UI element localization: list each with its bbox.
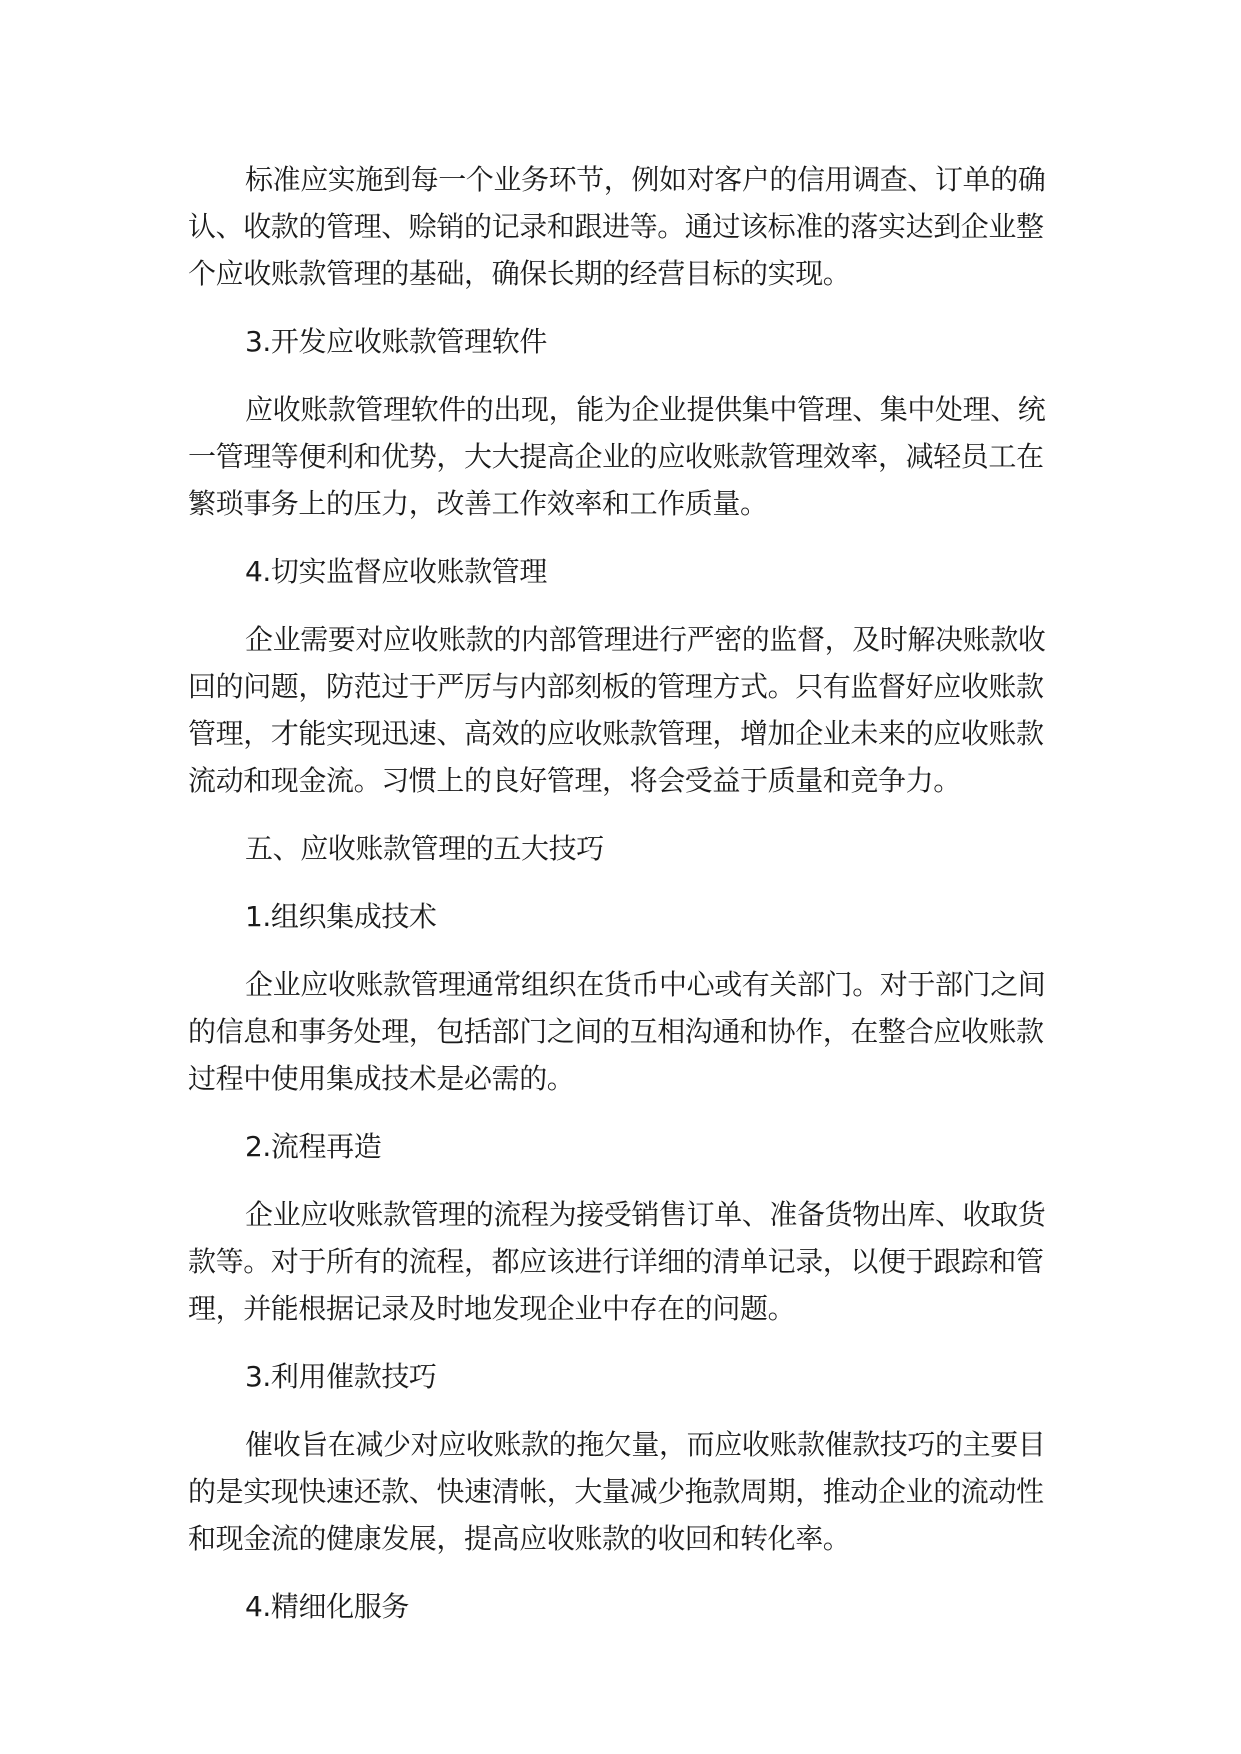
paragraph (188, 386, 1046, 527)
section-heading (188, 318, 1040, 365)
paragraph-line: 认、收款的管理、赊销的记录和跟进等。通过该标准的落实达到企业整 (188, 210, 1044, 243)
paragraph-line: 过程中使用集成技术是必需的。 (188, 1062, 575, 1095)
heading-text: 4.精细化服务 (245, 1590, 409, 1623)
heading-text: 1.组织集成技术 (245, 900, 437, 933)
section-heading (188, 1353, 1040, 1400)
heading-text: 4.切实监督应收账款管理 (245, 555, 547, 588)
heading-text: 五、应收账款管理的五大技巧 (245, 832, 604, 865)
paragraph-line: 企业应收账款管理通常组织在货币中心或有关部门。对于部门之间 (245, 968, 1046, 1001)
paragraph-line: 管理，才能实现迅速、高效的应收账款管理，增加企业未来的应收账款 (188, 717, 1044, 750)
paragraph (188, 1191, 1046, 1332)
heading-text: 3.利用催款技巧 (245, 1360, 437, 1393)
paragraph-line: 企业应收账款管理的流程为接受销售订单、准备货物出库、收取货 (245, 1198, 1046, 1231)
paragraph-line: 一管理等便利和优势，大大提高企业的应收账款管理效率，减轻员工在 (188, 440, 1044, 473)
paragraph-line: 回的问题，防范过于严厉与内部刻板的管理方式。只有监督好应收账款 (188, 670, 1044, 703)
heading-text: 3.开发应收账款管理软件 (245, 325, 547, 358)
paragraph-line: 繁琐事务上的压力，改善工作效率和工作质量。 (188, 487, 768, 520)
paragraph-line: 个应收账款管理的基础，确保长期的经营目标的实现。 (188, 257, 851, 290)
paragraph-line: 的是实现快速还款、快速清帐，大量减少拖款周期，推动企业的流动性 (188, 1475, 1044, 1508)
heading-text: 2.流程再造 (245, 1130, 382, 1163)
paragraph-line: 企业需要对应收账款的内部管理进行严密的监督，及时解决账款收 (245, 623, 1046, 656)
paragraph-line: 催收旨在减少对应收账款的拖欠量，而应收账款催款技巧的主要目 (245, 1428, 1046, 1461)
section-heading (188, 1583, 1040, 1630)
paragraph-line: 理，并能根据记录及时地发现企业中存在的问题。 (188, 1292, 796, 1325)
document-body (188, 156, 1046, 1651)
paragraph (188, 156, 1046, 297)
paragraph-line: 的信息和事务处理，包括部门之间的互相沟通和协作，在整合应收账款 (188, 1015, 1044, 1048)
section-heading (188, 548, 1040, 595)
paragraph-line: 和现金流的健康发展，提高应收账款的收回和转化率。 (188, 1522, 851, 1555)
chapter-heading (188, 825, 1040, 872)
section-heading (188, 893, 1040, 940)
paragraph (188, 961, 1046, 1102)
paragraph (188, 616, 1046, 804)
section-heading (188, 1123, 1040, 1170)
paragraph-line: 应收账款管理软件的出现，能为企业提供集中管理、集中处理、统 (245, 393, 1046, 426)
paragraph (188, 1421, 1046, 1562)
paragraph-line: 流动和现金流。习惯上的良好管理，将会受益于质量和竞争力。 (188, 764, 961, 797)
paragraph-line: 标准应实施到每一个业务环节，例如对客户的信用调查、订单的确 (245, 163, 1046, 196)
paragraph-line: 款等。对于所有的流程，都应该进行详细的清单记录，以便于跟踪和管 (188, 1245, 1044, 1278)
